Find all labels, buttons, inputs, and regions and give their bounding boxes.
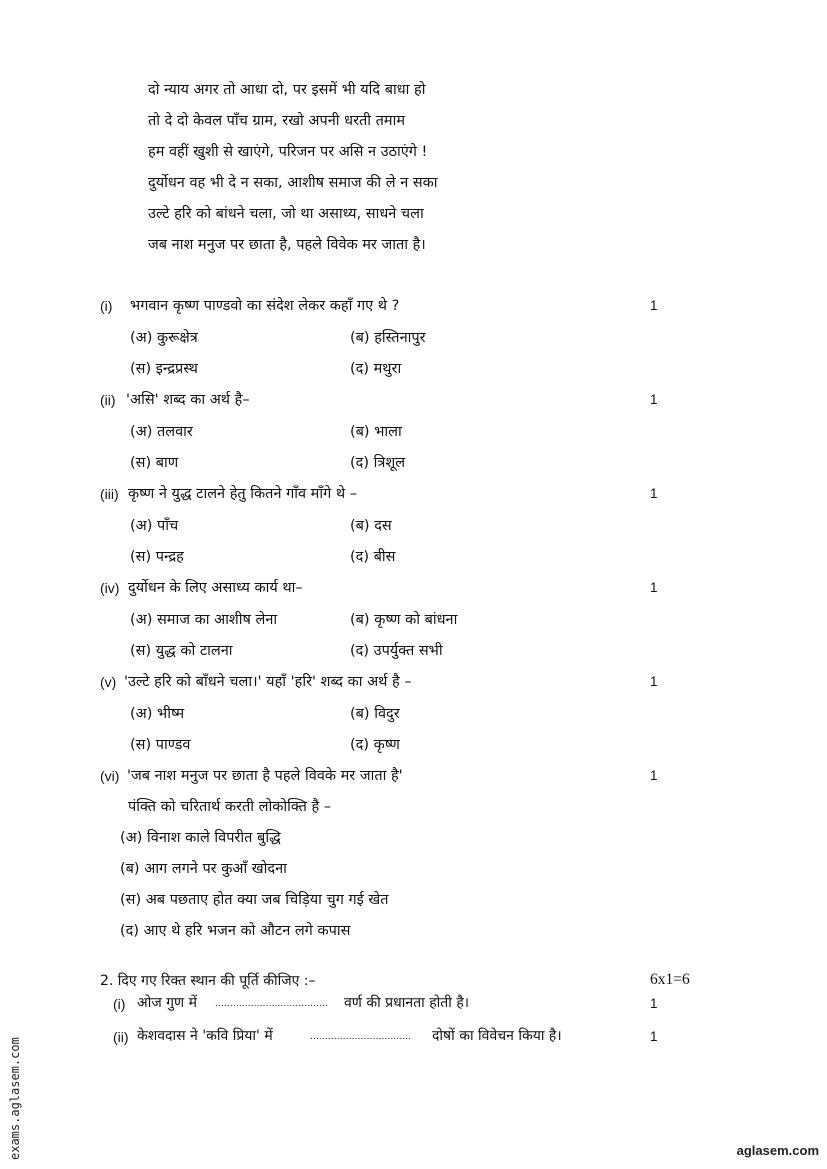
blank-item-number: (ii)	[113, 1029, 129, 1045]
brand-footer: aglasem.com	[736, 1143, 819, 1158]
question-marks: 1	[650, 392, 658, 407]
option-c: (स) पाण्डव	[130, 737, 191, 753]
option-b: (ब) दस	[350, 518, 392, 534]
option-c: (स) बाण	[130, 455, 179, 471]
option-d: (द) मथुरा	[350, 361, 402, 377]
question-text: कृष्ण ने युद्ध टालने हेतु कितने गाँव माँगे थे –	[128, 486, 358, 502]
blank-dots: ......................................	[215, 998, 329, 1009]
poem-line: हम वहीं खुशी से खाएंगे, परिजन पर असि न उठाएंगे !	[148, 144, 428, 160]
question-text: दुर्योधन के लिए असाध्य कार्य था–	[128, 580, 303, 596]
option-d: (द) बीस	[350, 549, 396, 565]
question-marks: 1	[650, 486, 658, 501]
option-c: (स) इन्द्रप्रस्थ	[130, 361, 198, 377]
question-text-line2: पंक्ति को चरितार्थ करती लोकोक्ति है –	[128, 799, 332, 815]
question-text: 'असि' शब्द का अर्थ है–	[126, 392, 250, 408]
question-marks: 1	[650, 674, 658, 689]
option-a: (अ) तलवार	[130, 424, 193, 440]
option-b: (ब) हस्तिनापुर	[350, 330, 426, 346]
question-text: 'उल्टे हरि को बाँधने चला।' यहाँ 'हरि' शब्द का अर्थ है –	[124, 674, 412, 690]
option-c: (स) पन्द्रह	[130, 549, 184, 565]
poem-line: दुर्योधन वह भी दे न सका, आशीष समाज की ले न सका	[148, 175, 438, 191]
option-c: (स) अब पछताए होत क्या जब चिड़िया चुग गई खेत	[120, 892, 389, 908]
question-text: 'जब नाश मनुज पर छाता है पहले विवके मर जाता है'	[127, 768, 403, 784]
blank-item-after: दोषों का विवेचन किया है।	[432, 1028, 562, 1044]
question-number: (i)	[100, 298, 113, 314]
blank-item-before: ओज गुण में	[137, 995, 197, 1011]
blank-item-marks: 1	[650, 996, 658, 1011]
section-marks: 6x1=6	[650, 971, 690, 988]
option-b: (ब) विदुर	[350, 706, 400, 722]
option-a: (अ) समाज का आशीष लेना	[130, 612, 278, 628]
blank-item-after: वर्ण की प्रधानता होती है।	[344, 995, 470, 1011]
blank-item-before: केशवदास ने 'कवि प्रिया' में	[137, 1028, 273, 1044]
option-a: (अ) कुरूक्षेत्र	[130, 330, 198, 346]
watermark-vertical: exams.aglasem.com	[8, 1037, 22, 1160]
option-b: (ब) आग लगने पर कुआँ खोदना	[120, 861, 287, 877]
option-a: (अ) विनाश काले विपरीत बुद्धि	[120, 830, 281, 846]
poem-line: तो दे दो केवल पाँच ग्राम, रखो अपनी धरती तमाम	[148, 113, 405, 129]
option-a: (अ) भीष्म	[130, 706, 185, 722]
poem-line: उल्टे हरि को बांधने चला, जो था असाध्य, साधने चला	[148, 206, 424, 222]
question-text: भगवान कृष्ण पाण्डवो का संदेश लेकर कहाँ गए थे ?	[130, 298, 400, 314]
blank-item-number: (i)	[113, 996, 126, 1012]
poem-line: दो न्याय अगर तो आधा दो, पर इसमें भी यदि बाधा हो	[148, 82, 426, 98]
option-d: (द) त्रिशूल	[350, 455, 406, 471]
question-marks: 1	[650, 298, 658, 313]
question-marks: 1	[650, 580, 658, 595]
blank-dots: ..................................	[310, 1031, 412, 1042]
question-number: (iii)	[100, 486, 119, 502]
option-d: (द) उपर्युक्त सभी	[350, 643, 443, 659]
question-number: (vi)	[100, 768, 120, 784]
question-number: (v)	[100, 674, 117, 690]
poem-line: जब नाश मनुज पर छाता है, पहले विवेक मर जाता है।	[148, 237, 426, 253]
option-a: (अ) पाँच	[130, 518, 179, 534]
blank-item-marks: 1	[650, 1029, 658, 1044]
option-d: (द) आए थे हरि भजन को औटन लगे कपास	[120, 923, 351, 939]
question-number: (ii)	[100, 392, 116, 408]
option-b: (ब) कृष्ण को बांधना	[350, 612, 458, 628]
option-d: (द) कृष्ण	[350, 737, 400, 753]
option-c: (स) युद्ध को टालना	[130, 643, 233, 659]
section-heading: 2. दिए गए रिक्त स्थान की पूर्ति कीजिए :–	[100, 973, 316, 989]
question-number: (iv)	[100, 580, 120, 596]
option-b: (ब) भाला	[350, 424, 402, 440]
question-marks: 1	[650, 768, 658, 783]
